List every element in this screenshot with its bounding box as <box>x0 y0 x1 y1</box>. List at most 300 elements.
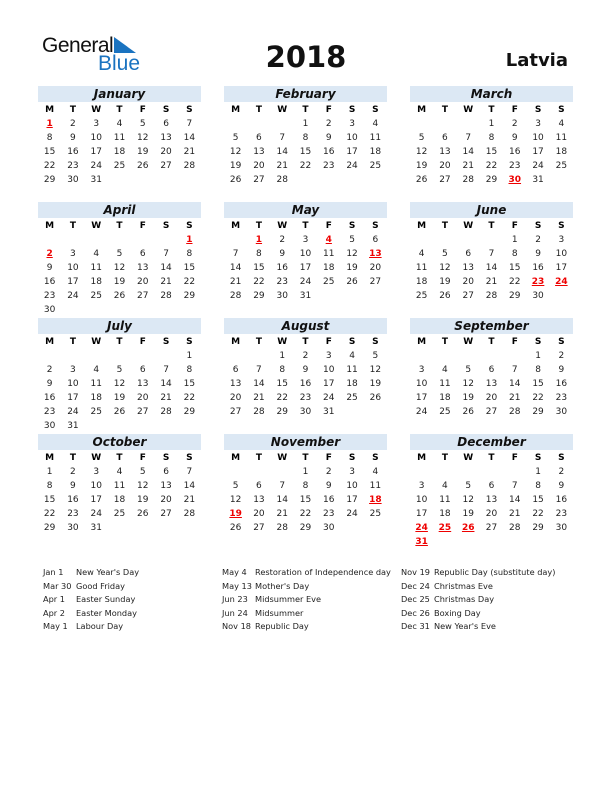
day: 17 <box>299 263 312 273</box>
day: 19 <box>439 277 451 287</box>
weekday-label: S <box>558 453 565 463</box>
weekday-label: F <box>511 221 518 231</box>
day: 23 <box>299 393 312 403</box>
day: 14 <box>183 481 196 491</box>
empty-cell <box>480 465 503 479</box>
day: 21 <box>229 277 242 287</box>
holiday-entry <box>43 566 139 580</box>
day: 11 <box>369 133 382 143</box>
day: 8 <box>46 481 53 491</box>
day: 28 <box>276 523 288 533</box>
day: 10 <box>346 481 358 491</box>
day: 12 <box>113 263 126 273</box>
day: 16 <box>43 277 56 287</box>
holiday-day: 23 <box>531 277 545 287</box>
day: 4 <box>558 119 565 129</box>
day: 12 <box>229 147 242 157</box>
day: 1 <box>535 351 541 361</box>
day: 2 <box>558 467 565 477</box>
weekday-label: T <box>488 105 495 115</box>
day: 23 <box>67 509 79 519</box>
day: 13 <box>253 495 265 505</box>
day: 18 <box>369 147 382 157</box>
day: 3 <box>535 119 541 129</box>
weekday-label: F <box>325 221 332 231</box>
day: 7 <box>511 481 518 491</box>
day: 23 <box>43 291 56 301</box>
day: 21 <box>462 161 474 171</box>
weekday-label: F <box>511 105 518 115</box>
day: 7 <box>279 133 286 143</box>
day: 8 <box>186 365 193 375</box>
day: 20 <box>462 277 474 287</box>
day: 4 <box>372 119 379 129</box>
holiday-name: Restoration of Independence day <box>255 567 391 577</box>
day: 21 <box>183 147 196 157</box>
day: 9 <box>535 249 541 259</box>
day: 30 <box>67 175 79 185</box>
day: 9 <box>46 379 53 389</box>
day: 6 <box>256 133 262 143</box>
holiday-name: Easter Monday <box>76 607 137 618</box>
day: 29 <box>485 175 498 185</box>
day: 18 <box>555 147 568 157</box>
holiday-date: Dec 31 <box>401 621 430 632</box>
day: 27 <box>160 509 172 519</box>
day: 5 <box>139 119 146 129</box>
month-february <box>224 86 387 187</box>
weekday-label: T <box>302 105 309 115</box>
day: 27 <box>229 407 242 417</box>
day: 3 <box>325 351 332 361</box>
day: 22 <box>43 509 56 519</box>
day: 20 <box>253 161 265 171</box>
weekday-label: T <box>255 221 262 231</box>
day: 19 <box>113 393 126 403</box>
day: 20 <box>485 509 498 519</box>
day: 6 <box>139 365 146 375</box>
day: 31 <box>532 175 544 185</box>
day: 6 <box>139 249 146 259</box>
day: 20 <box>160 495 172 505</box>
day: 1 <box>279 351 286 361</box>
day: 30 <box>555 407 568 417</box>
day: 12 <box>462 495 474 505</box>
holiday-name: Christmas Day <box>434 594 495 605</box>
holiday-entry <box>222 566 391 580</box>
weekday-label: M <box>231 105 241 115</box>
empty-cell <box>85 233 108 247</box>
day: 20 <box>229 393 242 403</box>
day: 20 <box>160 147 172 157</box>
weekday-label: T <box>69 453 76 463</box>
day: 28 <box>462 175 474 185</box>
day: 20 <box>485 393 498 403</box>
day: 16 <box>555 495 568 505</box>
day: 21 <box>160 277 172 287</box>
weekday-label: F <box>325 337 332 347</box>
holiday-day: 25 <box>438 523 452 533</box>
weekday-label: T <box>116 221 123 231</box>
month-march <box>410 86 573 187</box>
day: 18 <box>439 509 451 519</box>
day: 13 <box>462 263 474 273</box>
day: 23 <box>67 161 79 171</box>
day: 14 <box>485 263 498 273</box>
holiday-name: Boxing Day <box>434 607 481 618</box>
day: 24 <box>415 407 428 417</box>
day: 11 <box>439 495 451 505</box>
holiday-day: 4 <box>325 235 332 245</box>
day: 17 <box>67 277 79 287</box>
month-january <box>38 86 201 187</box>
day: 26 <box>137 161 149 171</box>
day: 3 <box>418 365 425 375</box>
holiday-date: Dec 24 <box>401 580 430 591</box>
weekday-label: T <box>441 221 448 231</box>
day: 21 <box>276 509 288 519</box>
day: 11 <box>415 263 428 273</box>
holiday-day: 24 <box>415 523 428 533</box>
day: 15 <box>485 147 498 157</box>
day: 24 <box>67 407 79 417</box>
weekday-label: S <box>186 453 193 463</box>
day: 15 <box>183 379 196 389</box>
weekday-label: F <box>511 337 518 347</box>
day: 17 <box>90 147 102 157</box>
day: 10 <box>90 481 102 491</box>
day: 5 <box>372 351 379 361</box>
day: 9 <box>46 263 53 273</box>
empty-cell <box>271 117 294 131</box>
day: 29 <box>43 175 56 185</box>
holiday-entry <box>43 620 139 634</box>
day: 24 <box>90 161 102 171</box>
day: 5 <box>442 249 448 259</box>
day: 10 <box>299 249 312 259</box>
holiday-day: 26 <box>461 523 475 533</box>
day: 25 <box>555 161 568 171</box>
month-may <box>224 202 387 303</box>
day: 16 <box>323 495 335 505</box>
day: 27 <box>485 407 498 417</box>
weekday-label: M <box>45 221 55 231</box>
day: 4 <box>93 249 100 259</box>
day: 29 <box>299 523 312 533</box>
weekday-label: T <box>441 337 448 347</box>
empty-cell <box>433 465 456 479</box>
weekday-label: T <box>488 221 495 231</box>
day: 21 <box>276 161 288 171</box>
day: 29 <box>276 407 288 417</box>
empty-cell <box>224 465 247 479</box>
month-name: August <box>224 318 387 334</box>
day: 15 <box>509 263 521 273</box>
day: 30 <box>299 407 312 417</box>
day: 19 <box>415 161 428 171</box>
holiday-name: Republic Day (substitute day) <box>434 567 556 577</box>
day: 13 <box>485 379 498 389</box>
holiday-date: Mar 30 <box>43 580 72 591</box>
weekday-label: T <box>441 453 448 463</box>
day: 19 <box>113 277 126 287</box>
holiday-name: Labour Day <box>76 621 124 632</box>
day: 12 <box>229 495 242 505</box>
day: 4 <box>116 467 123 477</box>
day-grid <box>38 218 201 317</box>
day: 10 <box>415 495 428 505</box>
day: 30 <box>323 523 335 533</box>
month-december <box>410 434 573 549</box>
day: 16 <box>532 263 544 273</box>
day: 15 <box>299 495 312 505</box>
day: 19 <box>346 263 358 273</box>
month-name: January <box>38 86 201 102</box>
day: 29 <box>253 291 265 301</box>
day: 3 <box>349 119 355 129</box>
day-grid <box>410 334 573 419</box>
day: 2 <box>325 119 332 129</box>
weekday-label: S <box>162 105 170 115</box>
day: 25 <box>415 291 428 301</box>
day-grid <box>410 450 573 549</box>
day: 3 <box>418 481 425 491</box>
day: 28 <box>229 291 242 301</box>
holiday-name: Good Friday <box>76 580 125 591</box>
day: 22 <box>299 161 312 171</box>
day: 21 <box>485 277 498 287</box>
day: 19 <box>462 509 474 519</box>
day: 24 <box>90 509 102 519</box>
day: 3 <box>93 467 100 477</box>
day-grid <box>224 334 387 419</box>
day: 11 <box>555 133 568 143</box>
day: 18 <box>113 147 126 157</box>
day: 17 <box>555 263 568 273</box>
weekday-label: M <box>417 105 427 115</box>
day: 10 <box>346 133 358 143</box>
weekday-label: M <box>417 221 427 231</box>
holiday-name: Republic Day <box>255 621 309 632</box>
day: 27 <box>137 291 149 301</box>
holiday-day: 19 <box>229 509 242 519</box>
day: 9 <box>558 365 565 375</box>
day: 15 <box>43 147 56 157</box>
day: 5 <box>116 365 123 375</box>
day: 14 <box>229 263 242 273</box>
day: 11 <box>346 365 358 375</box>
weekday-label: S <box>162 221 170 231</box>
weekday-label: S <box>372 337 379 347</box>
day: 6 <box>163 467 169 477</box>
day: 25 <box>113 161 126 171</box>
holiday-day: 24 <box>555 277 568 287</box>
day: 20 <box>137 277 149 287</box>
holiday-name: Midsummer <box>255 607 304 618</box>
day: 31 <box>90 175 102 185</box>
day: 19 <box>462 393 474 403</box>
day: 18 <box>323 263 335 273</box>
month-name: November <box>224 434 387 450</box>
day: 2 <box>70 119 76 129</box>
empty-cell <box>410 349 433 363</box>
weekday-label: F <box>325 105 332 115</box>
empty-cell <box>433 117 456 131</box>
day: 16 <box>299 379 312 389</box>
day: 8 <box>535 365 541 375</box>
day: 9 <box>325 481 332 491</box>
day: 15 <box>532 495 544 505</box>
day: 9 <box>558 481 565 491</box>
weekday-label: T <box>302 337 309 347</box>
day: 2 <box>325 467 332 477</box>
day: 15 <box>183 263 196 273</box>
weekday-label: T <box>488 453 495 463</box>
day: 12 <box>439 263 451 273</box>
month-name: September <box>410 318 573 334</box>
day: 14 <box>462 147 474 157</box>
weekday-label: S <box>534 105 542 115</box>
day: 17 <box>532 147 544 157</box>
weekday-label: W <box>91 221 102 231</box>
empty-cell <box>480 349 503 363</box>
day: 11 <box>369 481 382 491</box>
weekday-label: M <box>417 453 427 463</box>
day: 5 <box>116 249 123 259</box>
day: 12 <box>462 379 474 389</box>
day: 19 <box>137 495 149 505</box>
day: 14 <box>160 379 172 389</box>
holiday-entry <box>43 580 139 594</box>
day: 22 <box>43 161 56 171</box>
day: 29 <box>183 407 196 417</box>
day: 10 <box>67 379 79 389</box>
day: 18 <box>439 393 451 403</box>
day: 22 <box>183 393 196 403</box>
holiday-date: May 13 <box>222 580 252 591</box>
weekday-label: W <box>91 453 102 463</box>
weekday-label: S <box>558 221 565 231</box>
day: 28 <box>160 407 172 417</box>
day: 10 <box>323 365 335 375</box>
weekday-label: T <box>69 337 76 347</box>
day: 18 <box>90 393 102 403</box>
day: 4 <box>93 365 100 375</box>
day: 11 <box>113 481 126 491</box>
day: 19 <box>229 161 242 171</box>
weekday-label: T <box>488 337 495 347</box>
day: 26 <box>113 291 126 301</box>
weekday-label: S <box>348 221 356 231</box>
day: 10 <box>555 249 568 259</box>
day: 1 <box>488 119 495 129</box>
day: 29 <box>532 523 544 533</box>
day: 11 <box>90 263 102 273</box>
empty-cell <box>154 349 177 363</box>
holiday-date: Jun 23 <box>222 594 248 605</box>
day: 24 <box>67 291 79 301</box>
day: 23 <box>323 509 335 519</box>
day: 14 <box>253 379 265 389</box>
month-september <box>410 318 573 419</box>
day: 15 <box>43 495 56 505</box>
day: 13 <box>229 379 242 389</box>
holiday-date: May 4 <box>222 567 247 577</box>
day: 5 <box>349 235 355 245</box>
day: 13 <box>253 147 265 157</box>
day: 7 <box>186 467 193 477</box>
month-october <box>38 434 201 535</box>
empty-cell <box>61 233 84 247</box>
day-grid <box>410 102 573 187</box>
day: 8 <box>279 365 286 375</box>
weekday-label: S <box>534 337 542 347</box>
day: 4 <box>349 351 355 361</box>
day: 23 <box>276 277 288 287</box>
day: 30 <box>43 305 56 315</box>
holiday-entry <box>222 593 391 607</box>
empty-cell <box>131 349 154 363</box>
day: 5 <box>232 481 239 491</box>
day: 14 <box>276 147 288 157</box>
day-grid <box>224 450 387 535</box>
weekday-label: T <box>255 453 262 463</box>
empty-cell <box>457 233 480 247</box>
day: 6 <box>232 365 239 375</box>
weekday-label: W <box>277 453 288 463</box>
day: 31 <box>67 421 79 431</box>
holiday-name: Mother's Day <box>255 580 310 591</box>
day: 8 <box>511 249 518 259</box>
day: 26 <box>346 277 358 287</box>
holiday-day: 1 <box>186 235 193 245</box>
holiday-name: Midsummer Eve <box>255 594 322 605</box>
empty-cell <box>410 233 433 247</box>
day: 16 <box>323 147 335 157</box>
day: 23 <box>555 393 568 403</box>
empty-cell <box>247 117 270 131</box>
empty-cell <box>503 465 526 479</box>
weekday-label: S <box>348 105 356 115</box>
weekday-label: S <box>534 453 542 463</box>
day: 9 <box>302 365 309 375</box>
holiday-day: 2 <box>46 249 53 259</box>
day: 22 <box>485 161 498 171</box>
day-grid <box>38 102 201 187</box>
day: 2 <box>46 365 53 375</box>
day: 13 <box>137 263 149 273</box>
empty-cell <box>271 465 294 479</box>
day: 22 <box>509 277 521 287</box>
weekday-label: S <box>186 105 193 115</box>
holiday-entry <box>222 620 391 634</box>
day: 27 <box>369 277 382 287</box>
day: 22 <box>532 393 544 403</box>
day: 29 <box>509 291 521 301</box>
day: 29 <box>532 407 544 417</box>
day: 16 <box>43 393 56 403</box>
day: 6 <box>488 365 495 375</box>
day: 15 <box>299 147 312 157</box>
weekday-label: T <box>302 221 309 231</box>
day: 5 <box>418 133 425 143</box>
day: 17 <box>67 393 79 403</box>
day: 24 <box>346 509 358 519</box>
empty-cell <box>224 117 247 131</box>
day: 3 <box>302 235 309 245</box>
day: 13 <box>439 147 451 157</box>
empty-cell <box>61 349 84 363</box>
